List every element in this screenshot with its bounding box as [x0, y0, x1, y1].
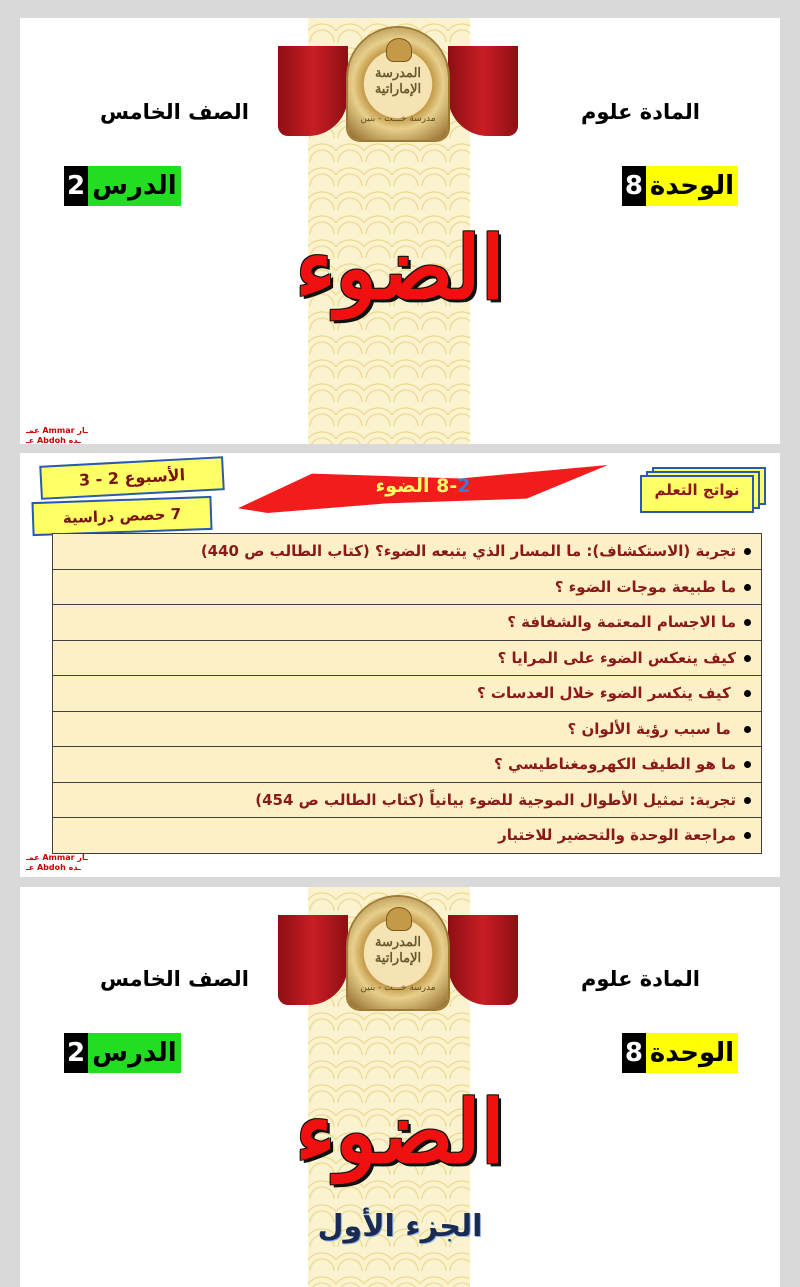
bullet-icon	[744, 797, 751, 804]
part-label: الجزء الأول	[317, 1209, 483, 1244]
unit-box: الوحدة8	[622, 166, 738, 206]
lesson-banner-text: 8-2 الضوء	[375, 475, 471, 497]
emblem-icon	[386, 38, 412, 62]
lesson-box: الدرس2	[64, 166, 181, 206]
cover-slide-1	[20, 18, 780, 444]
bullet-icon	[744, 832, 751, 839]
bullet-icon	[744, 726, 751, 733]
table-row: تجربة (الاستكشاف): ما المسار الذي يتبعه الضوء؟ (كتاب الطالب ص 440)	[53, 534, 762, 570]
grade-label: الصف الخامس	[100, 967, 249, 991]
table-row: ما هو الطيف الكهرومغناطيسي ؟	[53, 747, 762, 783]
table-row: ما طبيعة موجات الضوء ؟	[53, 569, 762, 605]
subject-label: المادة علوم	[580, 100, 700, 124]
outcomes-slide	[20, 453, 780, 877]
table-row: تجربة: تمثيل الأطوال الموجية للضوء بيانياً (كتاب الطالب ص 454)	[53, 782, 762, 818]
bullet-icon	[744, 584, 751, 591]
lesson-title: الضوء	[295, 218, 505, 319]
table-row: كيف ينكسر الضوء خلال العدسات ؟	[53, 676, 762, 712]
author-credit: عمـ Ammar ـار عـ Abdoh ـده	[26, 853, 88, 872]
school-logo: المدرسة الإماراتية مدرسة خـــت - بنين	[278, 24, 518, 144]
week-badge: الأسبوع 2 - 3	[39, 456, 225, 500]
table-row: ما الاجسام المعتمة والشفافة ؟	[53, 605, 762, 641]
outcomes-tag: نواتج التعلم	[640, 467, 766, 507]
bullet-icon	[744, 690, 751, 697]
author-credit: عمـ Ammar ـار عـ Abdoh ـده	[26, 426, 88, 444]
table-row: ما سبب رؤية الألوان ؟	[53, 711, 762, 747]
cover-slide-2	[20, 887, 780, 1287]
lesson-title: الضوء	[295, 1082, 505, 1183]
bullet-icon	[744, 619, 751, 626]
grade-label: الصف الخامس	[100, 100, 249, 124]
bullet-icon	[744, 548, 751, 555]
table-row: كيف ينعكس الضوء على المرايا ؟	[53, 640, 762, 676]
subject-label: المادة علوم	[580, 967, 700, 991]
objectives-table	[52, 533, 762, 854]
emblem-icon	[386, 907, 412, 931]
table-row: مراجعة الوحدة والتحضير للاختبار	[53, 818, 762, 854]
sessions-badge: 7 حصص دراسية	[31, 496, 212, 536]
lesson-box: الدرس2	[64, 1033, 181, 1073]
unit-box: الوحدة8	[622, 1033, 738, 1073]
school-logo: المدرسة الإماراتية مدرسة خـــت - بنين	[278, 893, 518, 1013]
bullet-icon	[744, 655, 751, 662]
bullet-icon	[744, 761, 751, 768]
